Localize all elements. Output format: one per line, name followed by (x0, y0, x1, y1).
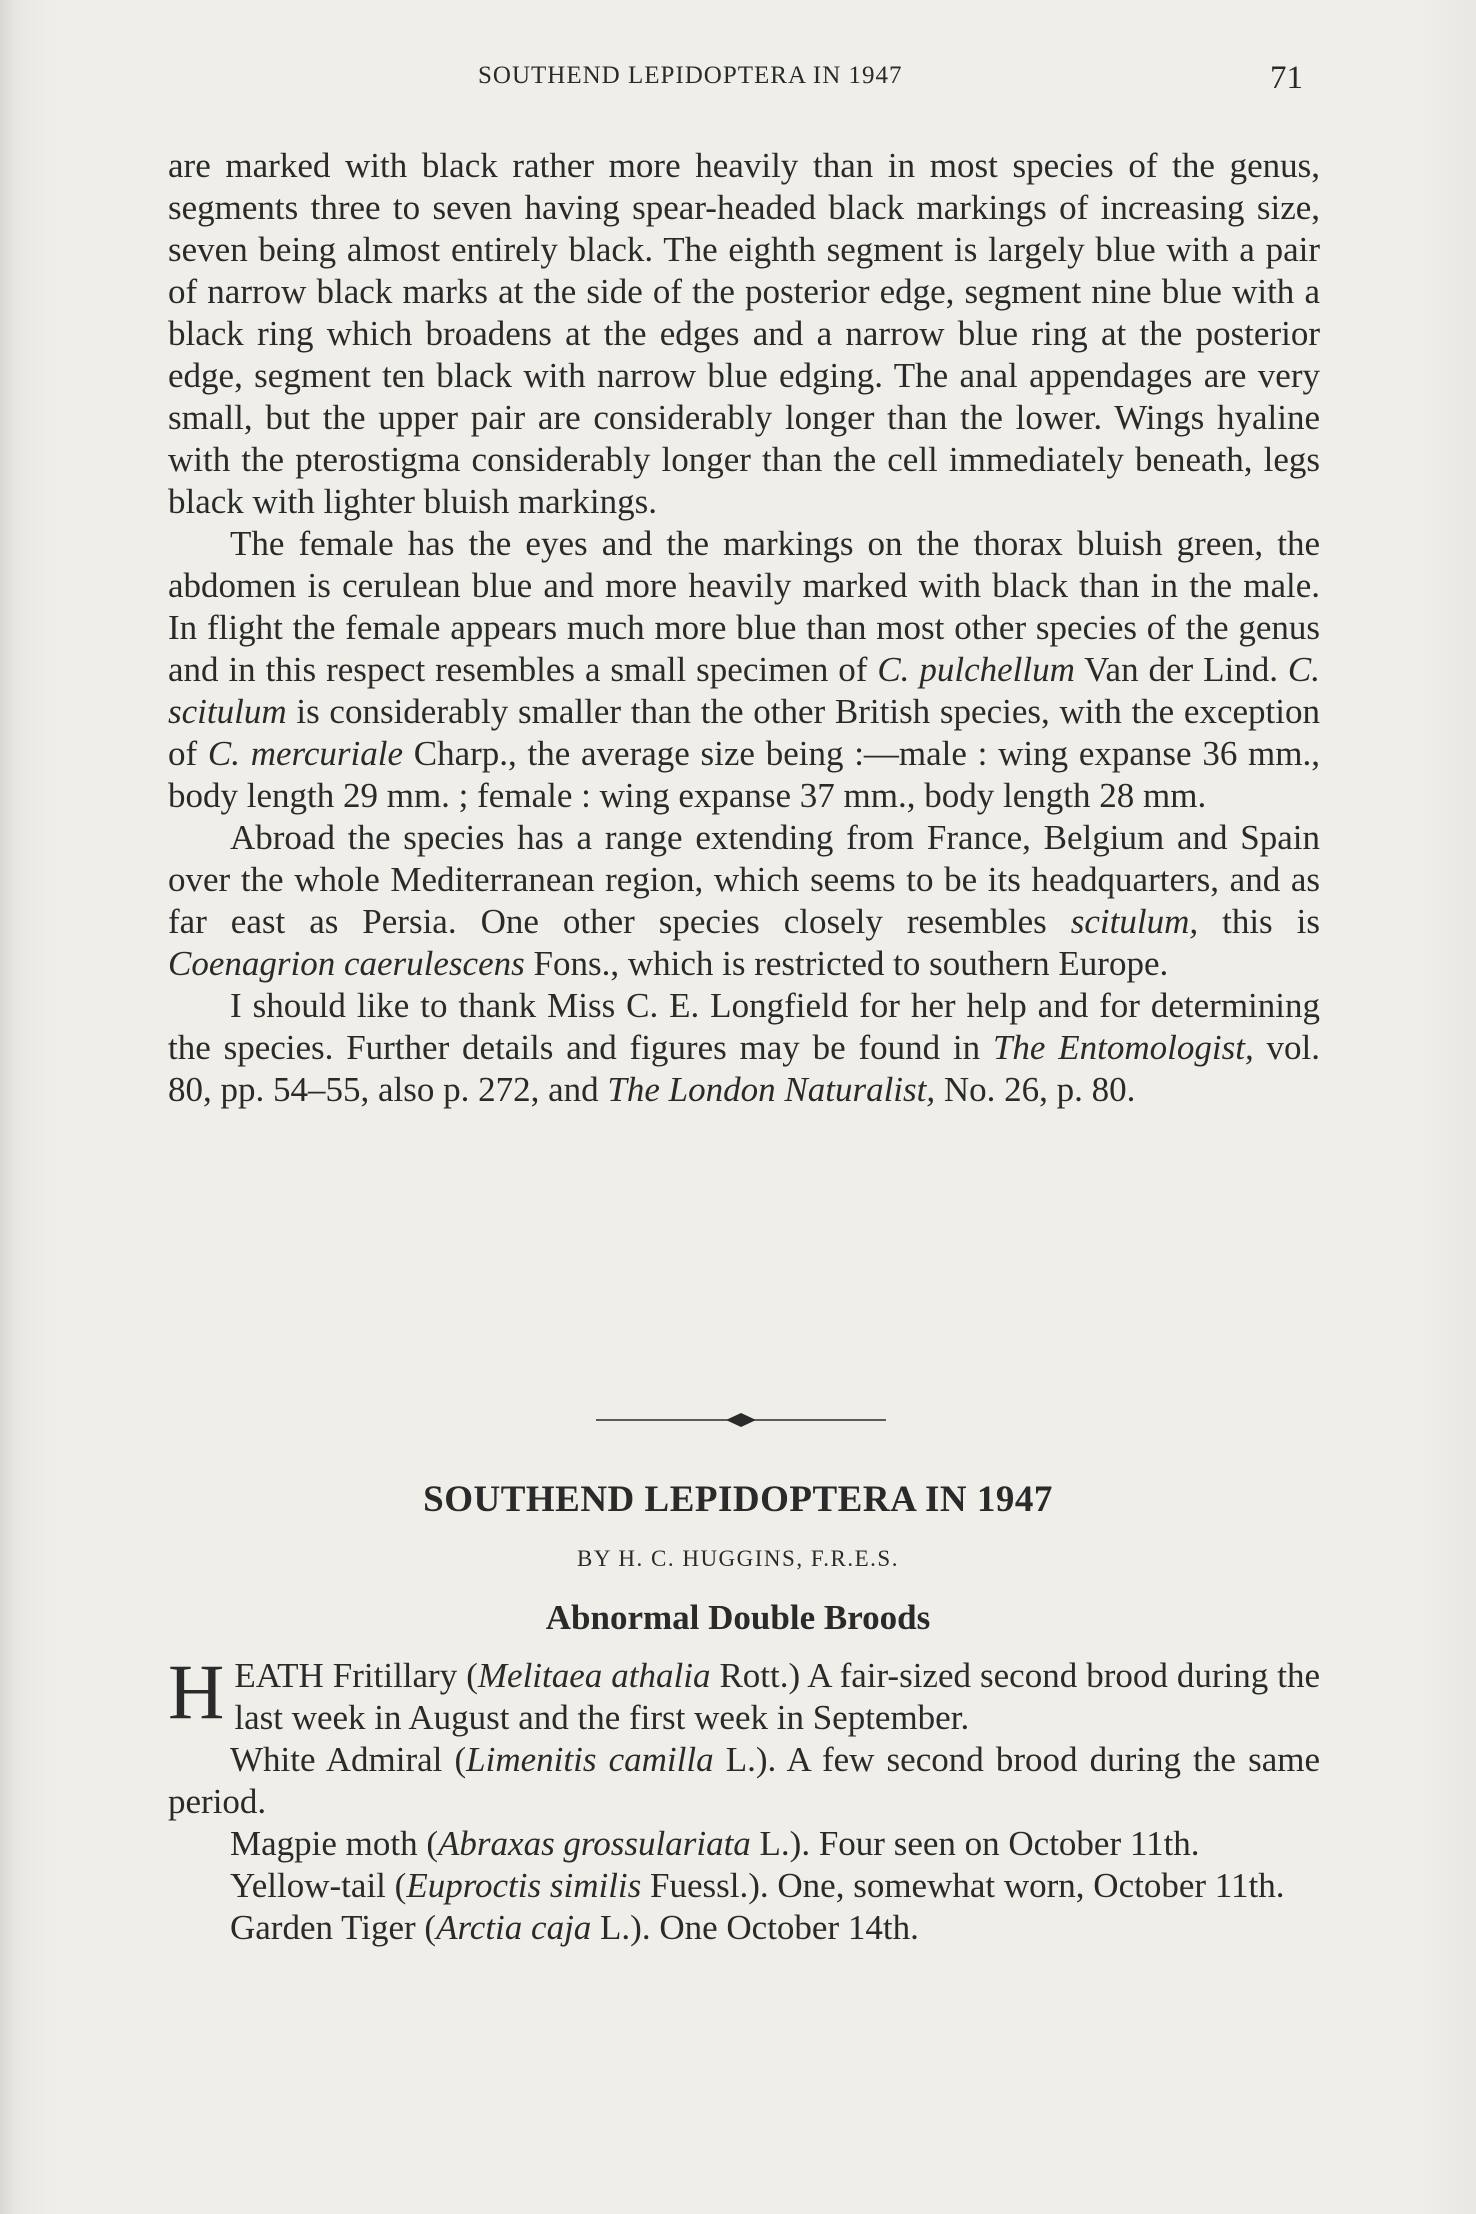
text-run: L.). A few second brood during the same period. (168, 1740, 1320, 1821)
text-run: No. 26, p. 80. (935, 1070, 1136, 1109)
species-name: C. mercuriale (207, 734, 404, 773)
text-line: at the posterior edge, segment ten black with narrow blue edging. (168, 314, 1320, 395)
species-name: Limenitis camilla (466, 1740, 714, 1779)
page-number: 71 (1270, 60, 1303, 96)
paragraph-1 (168, 145, 1320, 523)
text-run: Yellow-tail ( (230, 1866, 407, 1905)
text-run: Garden Tiger ( (230, 1908, 437, 1947)
text-line: The anal appendages are very small, but the upper pair are (168, 356, 1320, 437)
text-run: Fuessl.). One, somewhat worn, October 11th. (641, 1866, 1285, 1905)
entry-yellow-tail (168, 1865, 1320, 1907)
text-run: Abroad the species has a range extending from France, Belgium and Spain over the whole Mediterranean region, which seems to be its headquarters, and as far east as Persia. One other species closely resembles (168, 818, 1320, 941)
drop-cap: H (168, 1648, 225, 1735)
text-run: Charp., the average size being :—male : wing expanse 36 mm., body length 29 mm. ; female : wing expanse 37 mm., body length 28 mm. (168, 734, 1321, 815)
article-byline: BY H. C. HUGGINS, F.R.E.S. (577, 1546, 899, 1571)
species-name: C. scitulum (168, 650, 1320, 731)
species-name: Arctia caja (436, 1908, 592, 1947)
text-line: markings of increasing size, seven being almost entirely black. (168, 188, 1321, 269)
paragraph-2 (168, 523, 1320, 817)
text-run: vol. 80, pp. 54–55, also p. 272, and (168, 1028, 1320, 1109)
journal-title: The Entomologist, (992, 1028, 1254, 1067)
paragraph-4 (168, 985, 1320, 1111)
continuation-text (168, 145, 1320, 1111)
text-run: EATH Fritillary ( (234, 1656, 478, 1695)
text-run: White Admiral ( (230, 1740, 467, 1779)
entry-white-admiral (168, 1739, 1320, 1823)
entry-magpie-moth (168, 1823, 1320, 1865)
species-name: Melitaea athalia (477, 1656, 711, 1695)
text-line: considerably longer than the lower. Wings hyaline with the (168, 398, 1320, 479)
paragraph-3 (168, 817, 1320, 985)
text-run: Fons., which is restricted to southern Europe. (524, 944, 1169, 983)
text-run: The female has the eyes and the markings on the thorax bluish green, the abdomen is cerulean blue and more heavily marked with black than in the male. In flight the female appears much more blue than most other species of the genus and in this respect resembles a small specimen of (168, 524, 1320, 689)
article-text (168, 1648, 1320, 1949)
species-name: Abraxas grossulariata (438, 1824, 751, 1863)
species-name: Coenagrion caerulescens (168, 944, 525, 983)
species-name: C. pulchellum (877, 650, 1075, 689)
text-run: Magpie moth ( (230, 1824, 439, 1863)
running-head: SOUTHEND LEPIDOPTERA IN 1947 (478, 62, 903, 89)
species-name: scitulum, (1070, 902, 1199, 941)
text-run: Rott.) A fair-sized second brood during the last week in August and the first week in September. (234, 1656, 1320, 1737)
journal-title: The London Naturalist, (607, 1070, 936, 1109)
text-run: is considerably smaller than the other British species, with the exception of (168, 692, 1320, 773)
text-line: pterostigma considerably longer than the cell immediately (295, 440, 1135, 479)
text-line: a black ring which broadens at the edges and a narrow blue ring (168, 272, 1320, 353)
text-run: I should like to thank Miss C. E. Longfield for her help and for determining the species. Further details and figures may be found in (168, 986, 1320, 1067)
text-line: marks at the side of the posterior edge, segment nine blue with (402, 272, 1305, 311)
entry-heath-fritillary (168, 1648, 1320, 1739)
text-line: are marked with black rather more heavily than in most species (168, 146, 1129, 185)
text-run: L.). Four seen on October 11th. (750, 1824, 1200, 1863)
text-line: beneath, legs black with lighter bluish markings. (168, 440, 1321, 521)
text-run: this is (1198, 902, 1320, 941)
text-run: L.). One October 14th. (591, 1908, 919, 1947)
text-line: of the genus, segments three to seven having spear-headed black (168, 146, 1320, 227)
text-line: The eighth segment is largely blue with a pair of narrow black (168, 230, 1320, 311)
article-title: SOUTHEND LEPIDOPTERA IN 1947 (423, 1479, 1053, 1520)
section-divider-ornament (596, 1410, 886, 1430)
entry-garden-tiger (168, 1907, 1320, 1949)
species-name: Euproctis similis (406, 1866, 642, 1905)
text-run: Van der Lind. (1074, 650, 1288, 689)
section-heading: Abnormal Double Broods (545, 1598, 931, 1637)
